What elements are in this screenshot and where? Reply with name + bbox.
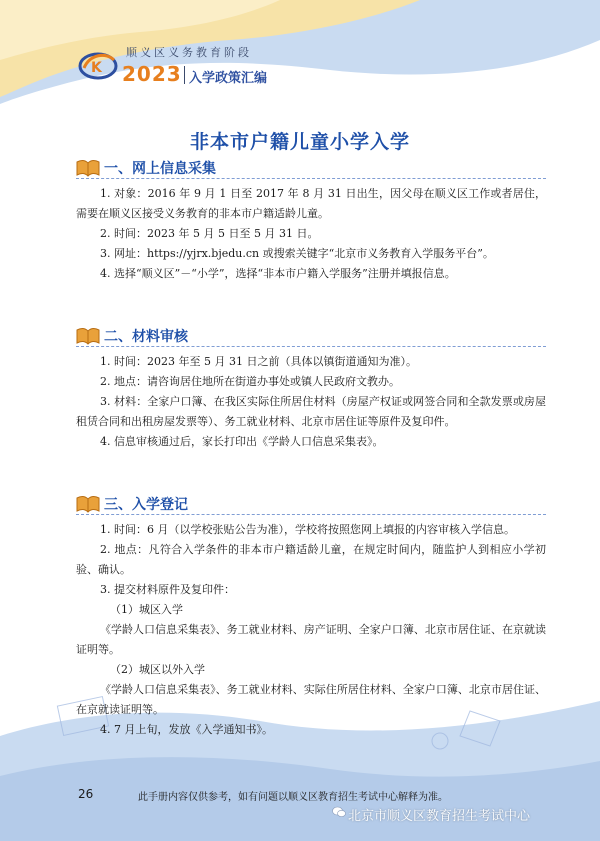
publisher-watermark: 北京市顺义区教育招生考试中心	[348, 809, 531, 824]
footer-disclaimer: 此手册内容仅供参考，如有问题以顺义区教育招生考试中心解释为准。	[138, 792, 448, 803]
section-divider	[76, 346, 546, 347]
section-header	[76, 326, 546, 346]
open-book-icon	[76, 327, 100, 345]
list-item: 3. 材料：全家户口簿、在我区实际住所居住材料（房屋产权证或网签合同和全款发票或房屋租赁合同和出租房屋发票等）、务工就业材料、北京市居住证等原件及复印件。	[76, 395, 546, 428]
sub-item-text: 《学龄人口信息采集表》、务工就业材料、实际住所居住材料、全家户口簿、北京市居住证、在京就读证明等。	[76, 683, 546, 716]
list-item: 2. 时间：2023 年 5 月 5 日至 5 月 31 日。	[100, 227, 319, 240]
wechat-icon	[332, 806, 346, 818]
section-material-review	[76, 326, 546, 452]
open-book-icon	[76, 495, 100, 513]
list-item: 4. 信息审核通过后，家长打印出《学龄人口信息采集表》。	[100, 435, 384, 448]
header-divider	[184, 66, 185, 84]
header-policy-title: 入学政策汇编	[189, 71, 268, 86]
section-title: 二、材料审核	[104, 329, 188, 345]
section-divider	[76, 514, 546, 515]
list-item: 4. 选择“顺义区”－“小学”，选择“非本市户籍入学服务”注册并填报信息。	[100, 267, 456, 280]
section-header	[76, 158, 546, 178]
section-title: 三、入学登记	[104, 497, 188, 513]
svg-text:K: K	[91, 60, 102, 76]
header-year: 2023	[122, 62, 182, 86]
brochure-logo-icon	[78, 46, 118, 82]
list-item: 3. 提交材料原件及复印件：	[100, 583, 235, 596]
sub-item-label: （1）城区入学	[110, 603, 183, 616]
section-enrollment-registration	[76, 494, 546, 740]
list-item: 4. 7 月上旬，发放《入学通知书》。	[100, 723, 273, 736]
sub-item-text: 《学龄人口信息采集表》、务工就业材料、房产证明、全家户口簿、北京市居住证、在京就读证明等。	[76, 623, 546, 656]
page-number: 26	[78, 787, 94, 801]
open-book-icon	[76, 159, 100, 177]
list-item: 1. 时间：6 月（以学校张贴公告为准），学校将按照您网上填报的内容审核入学信息。	[100, 523, 515, 536]
list-item: 1. 对象：2016 年 9 月 1 日至 2017 年 8 月 31 日出生，因父母在顺义区工作或者居住，需要在顺义区接受义务教育的非本市户籍适龄儿童。	[76, 187, 546, 220]
section-header	[76, 494, 546, 514]
section-divider	[76, 178, 546, 179]
list-item: 2. 地点：请咨询居住地所在街道办事处或镇人民政府文教办。	[100, 375, 400, 388]
list-item: 3. 网址：https://yjrx.bjedu.cn 或搜索关键字“北京市义务教育入学服务平台”。	[100, 247, 494, 260]
brochure-header	[68, 32, 368, 102]
section-online-info	[76, 158, 546, 284]
page-title: 非本市户籍儿童小学入学	[189, 131, 410, 153]
list-item: 2. 地点：凡符合入学条件的非本市户籍适龄儿童，在规定时间内，随监护人到相应小学初验、确认。	[76, 543, 546, 576]
sub-item-label: （2）城区以外入学	[110, 663, 205, 676]
section-title: 一、网上信息采集	[104, 161, 216, 177]
list-item: 1. 时间：2023 年至 5 月 31 日之前（具体以镇街道通知为准）。	[100, 355, 417, 368]
header-subtitle: 顺义区义务教育阶段	[126, 46, 252, 59]
